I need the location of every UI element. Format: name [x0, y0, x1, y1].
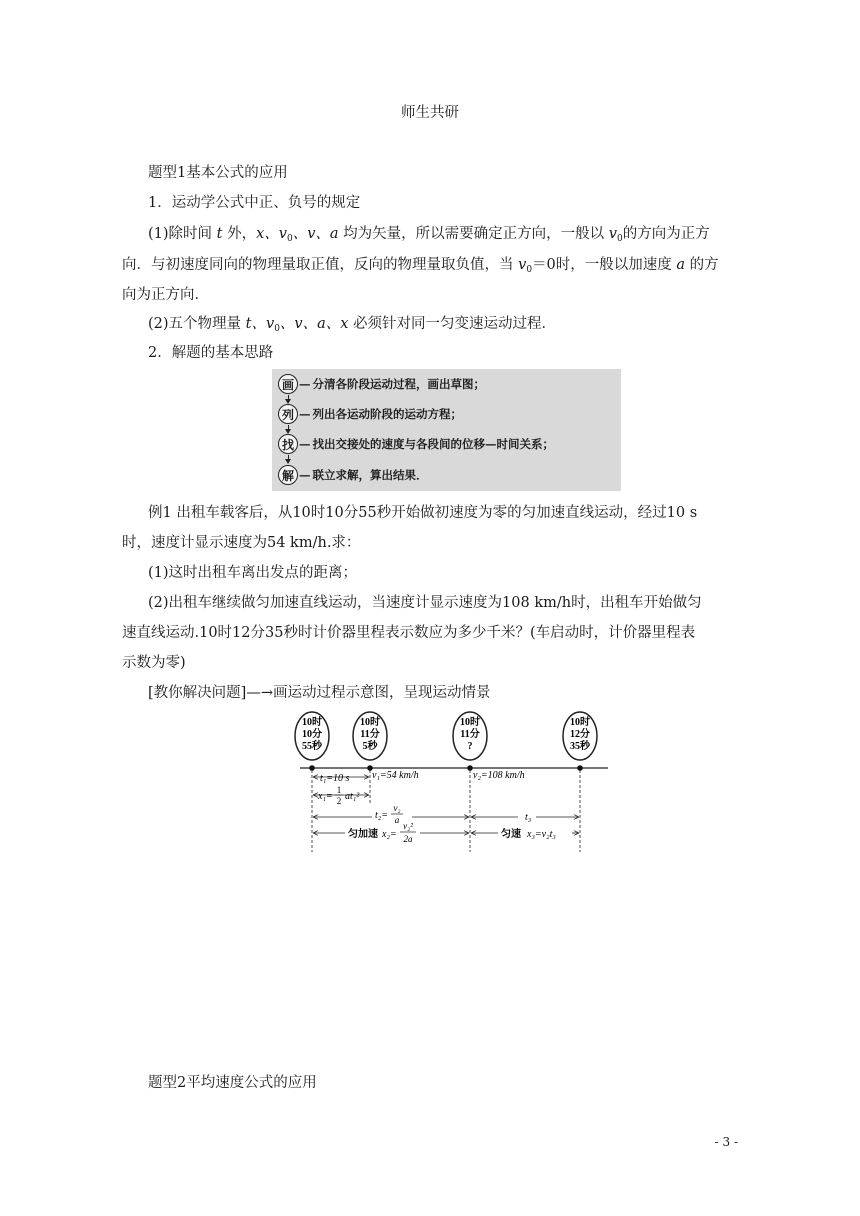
time-marker-4: [563, 712, 597, 760]
section2-heading: 题型2平均速度公式的应用: [148, 1075, 317, 1091]
accel-segment-label: 匀加速: [348, 829, 378, 840]
flow-step-char: 解: [278, 465, 298, 485]
flow-step-char: 画: [278, 374, 298, 394]
flow-step-text: 列出各运动阶段的运动方程；: [312, 407, 462, 421]
para1-line2: 向．与初速度同向的物理量取正值，反向的物理量取负值，当 $v_0=0$时，一般以加速度 a 的方: [122, 257, 719, 275]
flow-step-find: 找 — 找出交接处的速度与各段间的位移—时间关系；: [278, 433, 554, 455]
time-minute: 12分: [570, 729, 590, 740]
page-number: - 3 -: [714, 1135, 738, 1149]
time-minute: 11分: [360, 729, 380, 740]
down-arrow-icon: [288, 455, 289, 463]
para2: (2)五个物理量 t、$v_0$、v、a、x 必须针对同一匀变速运动过程．: [148, 316, 557, 334]
para1-line3: 向为正方向．: [122, 287, 209, 303]
item1-heading: 1．运动学公式中正、负号的规定: [148, 195, 361, 211]
item2-heading: 2．解题的基本思路: [148, 345, 274, 361]
time-marker-3: [453, 712, 487, 760]
t2-label: t₂=: [375, 810, 389, 821]
example1-line1: 例1 出租车载客后，从10时10分55秒开始做初速度为零的匀加速直线运动，经过10 s: [148, 505, 698, 521]
x3-label: x₃=v₂t₃: [527, 829, 556, 840]
point-marker: [577, 765, 583, 771]
v2-label: v₂=108 km/h: [473, 770, 525, 781]
x1-rest: at₁²: [345, 791, 360, 802]
x2-denominator: 2a: [403, 834, 413, 844]
right-arrow-icon: —→: [246, 685, 273, 701]
x1-label: x₁=: [318, 791, 333, 802]
t2-numerator: v₂: [393, 803, 401, 813]
x2-label: x₂=: [382, 829, 397, 840]
flow-step-list: 列 — 列出各运动阶段的运动方程；: [278, 403, 462, 425]
teach-hint: [教你解决问题]—→画运动过程示意图，呈现运动情景: [148, 685, 491, 701]
down-arrow-icon: [288, 395, 289, 403]
example1-question2-line1: (2)出租车继续做匀加速直线运动，当速度计显示速度为108 km/h时，出租车开始做匀: [148, 595, 702, 611]
section1-heading: 题型1基本公式的应用: [148, 165, 288, 181]
uniform-segment-label: 匀速: [501, 829, 521, 840]
t1-label: t₁=10 s: [320, 773, 350, 784]
time-second: 55秒: [302, 741, 322, 752]
v1-label: v₁=54 km/h: [372, 770, 419, 781]
flow-step-char: 列: [278, 404, 298, 424]
flow-step-text: 联立求解，算出结果．: [312, 468, 428, 482]
time-hour: 10时: [570, 717, 590, 728]
time-second: 5秒: [362, 741, 378, 752]
time-marker-1: [295, 712, 329, 760]
example1-line2: 时，速度计显示速度为54 km/h.求：: [122, 535, 361, 551]
down-arrow-icon: [288, 425, 289, 433]
time-minute: 11分: [460, 729, 480, 740]
t3-label: t₃: [525, 812, 532, 823]
flow-step-text: 找出交接处的速度与各段间的位移—时间关系；: [312, 437, 554, 451]
flow-step-text: 分清各阶段运动过程，画出草图；: [312, 377, 485, 391]
para1-line1: (1)除时间 t 外，x、$v_0$、v、a 均为矢量，所以需要确定正方向，一般以 $v_0$的方向为正方: [148, 226, 710, 244]
x1-denominator: 2: [336, 796, 342, 806]
example1-question2-line3: 示数为零): [122, 655, 186, 671]
example1-question1: (1)这时出租车离出发点的距离；: [148, 565, 358, 581]
section-title: 师生共研: [401, 105, 459, 121]
flow-step-char: 找: [278, 434, 298, 454]
time-hour: 10时: [460, 717, 480, 728]
time-second: ?: [467, 741, 473, 752]
time-hour: 10时: [360, 717, 380, 728]
flow-step-draw: 画 — 分清各阶段运动过程，画出草图；: [278, 373, 485, 395]
time-marker-2: [353, 712, 387, 760]
x1-numerator: 1: [336, 785, 342, 795]
t2-denominator: a: [394, 815, 400, 825]
x2-numerator: v₂²: [403, 821, 413, 831]
point-marker: [467, 765, 473, 771]
solution-flowchart: [272, 369, 621, 491]
time-minute: 10分: [302, 729, 322, 740]
example1-question2-line2: 速直线运动.10时12分35秒时计价器里程表示数应为多少千米？(车启动时，计价器里程表: [122, 625, 696, 641]
time-second: 35秒: [570, 741, 590, 752]
flow-step-solve: 解 — 联立求解，算出结果．: [278, 464, 428, 486]
time-hour: 10时: [302, 717, 322, 728]
point-marker: [309, 765, 315, 771]
motion-diagram: [290, 710, 610, 860]
